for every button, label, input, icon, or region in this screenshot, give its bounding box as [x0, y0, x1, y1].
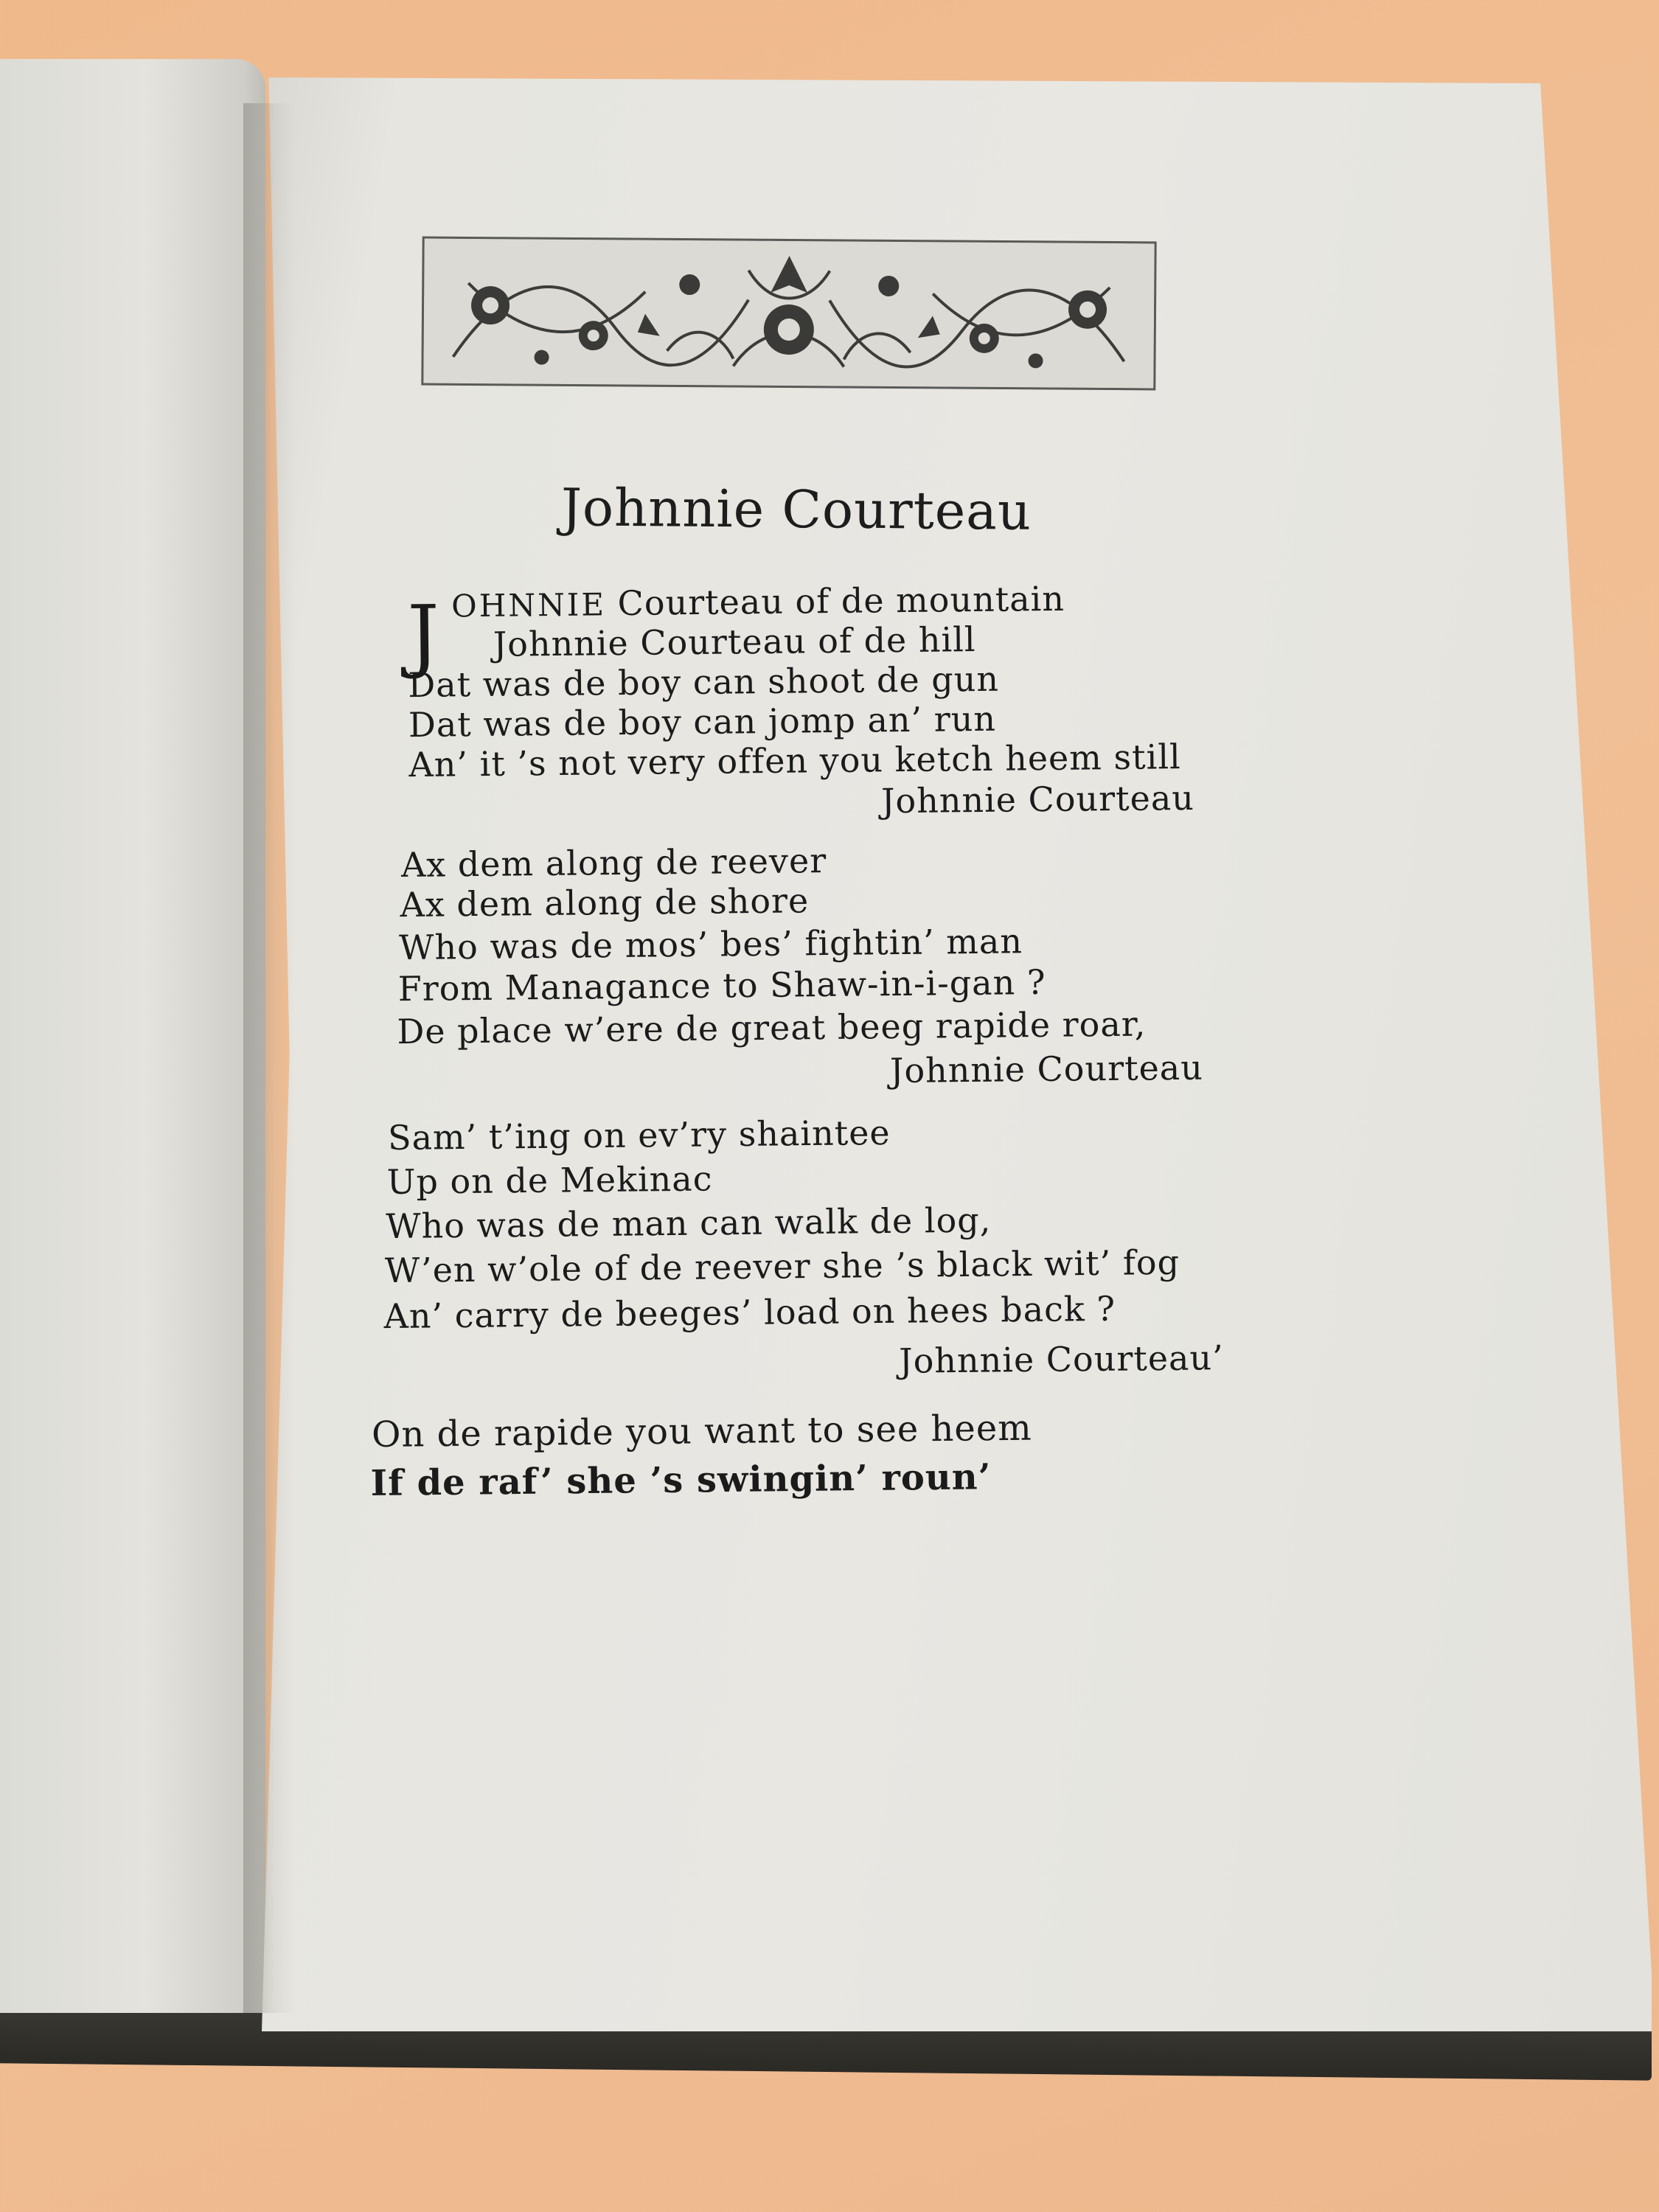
- poem-line: Who was de man can walk de log,: [386, 1200, 992, 1247]
- poem-line: From Managance to Shaw-in-i-gan ?: [397, 961, 1046, 1009]
- refrain: Johnnie Courteau: [880, 777, 1195, 821]
- poem-line: Dat was de boy can jomp an’ run: [408, 698, 997, 745]
- poem-line: Sam’ t’ing on ev’ry shaintee: [387, 1112, 891, 1158]
- poem-line: Up on de Mekinac: [386, 1158, 713, 1203]
- first-word-smallcaps: OHNNIE: [451, 586, 607, 625]
- poem-title: Johnnie Courteau: [560, 477, 1032, 542]
- poem-line: Ax dem along de reever: [400, 841, 827, 886]
- poem-line: De place w’ere de great beeg rapide roar,: [397, 1004, 1147, 1052]
- poem-line: Ax dem along de shore: [400, 880, 810, 925]
- poem-line: An’ carry de beeges’ load on hees back ?: [383, 1288, 1116, 1337]
- refrain: Johnnie Courteau’: [898, 1338, 1224, 1381]
- poem-line: Who was de mos’ bes’ fightin’ man: [398, 921, 1023, 968]
- poem-line: Dat was de boy can shoot de gun: [408, 658, 1000, 706]
- first-line-rest: Courteau of de mountain: [617, 578, 1065, 624]
- poem-line: If de raf’ she ’s swingin’ roun’: [370, 1456, 992, 1505]
- poem-line: An’ it ’s not very offen you ketch heem still: [408, 737, 1181, 785]
- refrain: Johnnie Courteau: [889, 1047, 1204, 1091]
- poem-line: W’en w’ole of de reever she ’s black wit’ fog: [384, 1242, 1180, 1291]
- poem-line: On de rapide you want to see heem: [371, 1407, 1032, 1456]
- poem-line: Johnnie Courteau of de hill: [493, 619, 976, 664]
- drop-cap: J: [406, 588, 441, 682]
